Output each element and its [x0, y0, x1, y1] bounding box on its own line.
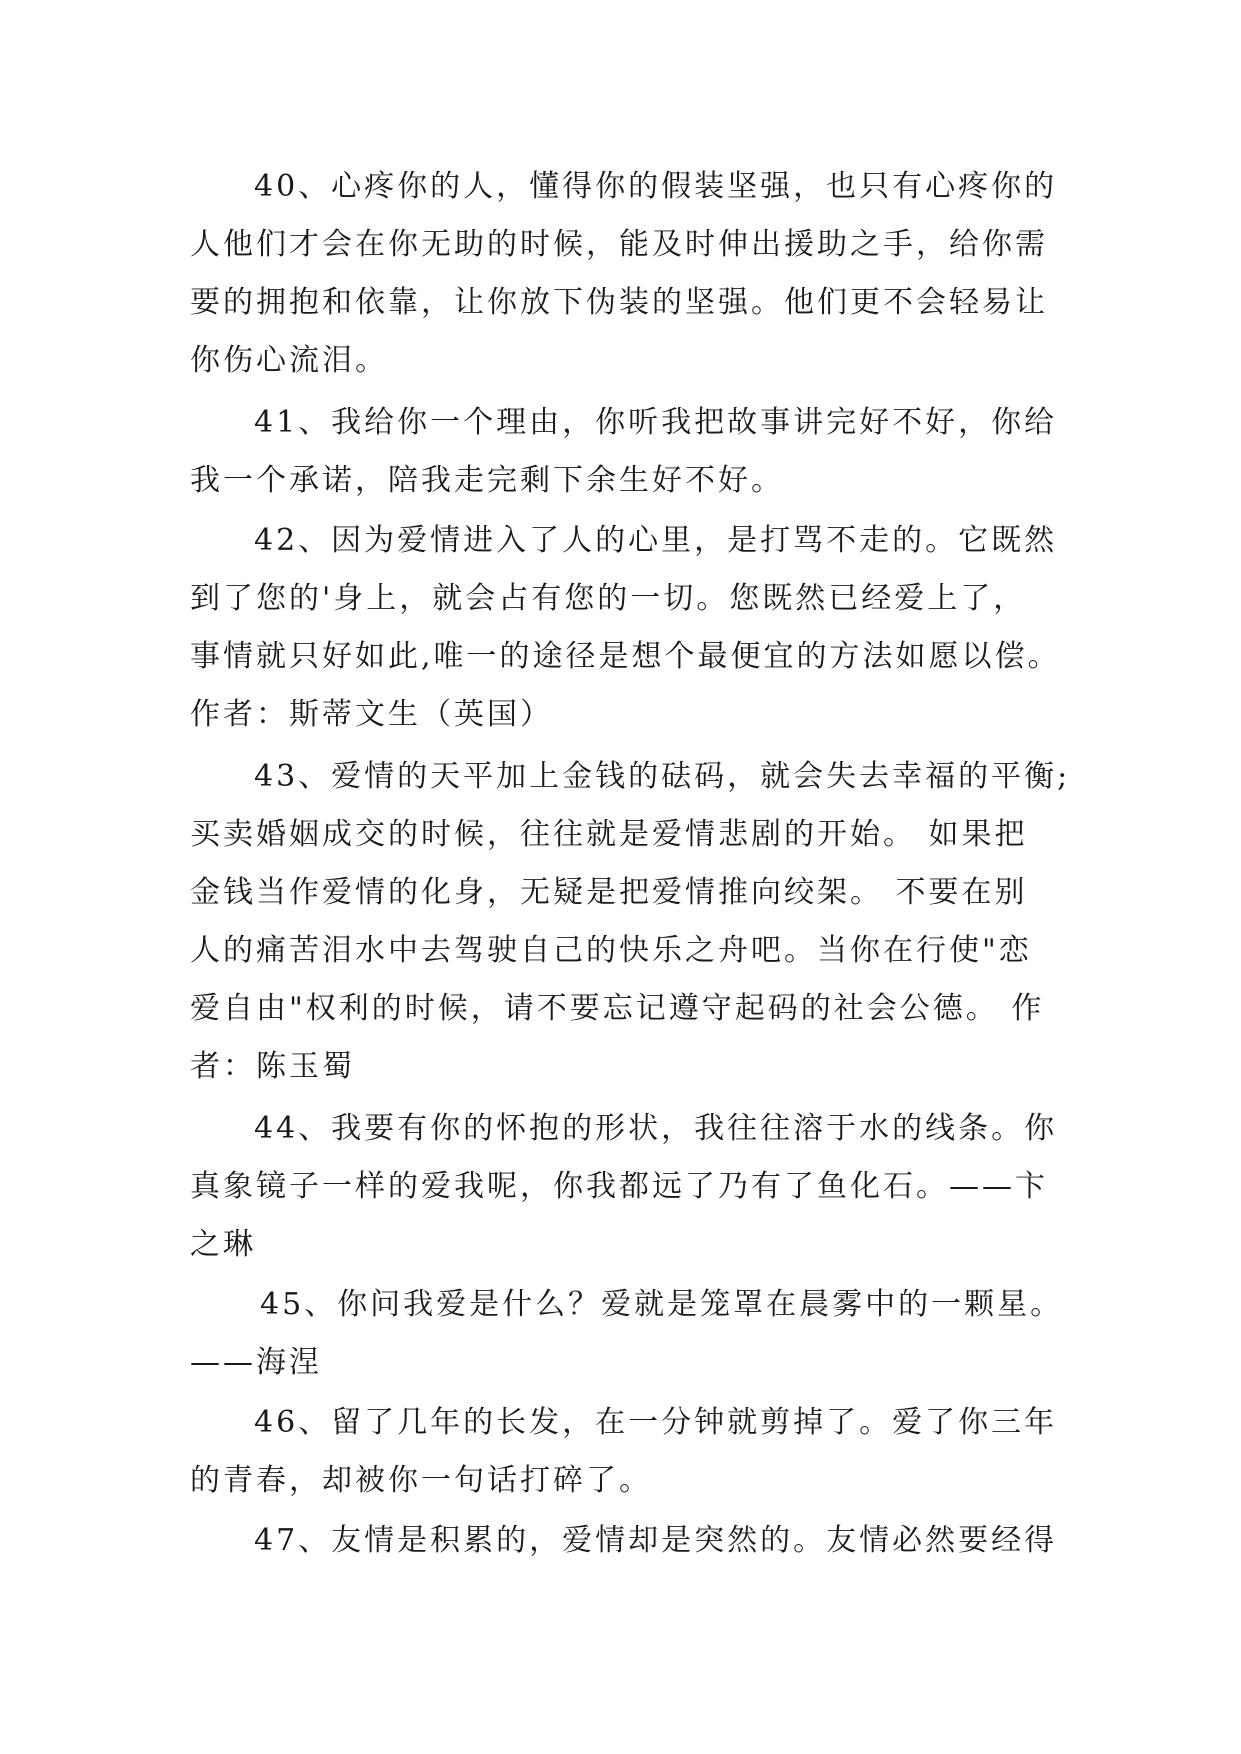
text-line: 事情就只好如此,唯一的途径是想个最便宜的方法如愿以偿。 — [190, 639, 1061, 674]
paragraph-45 — [190, 1276, 1070, 1392]
text-line: 42、因为爱情进入了人的心里，是打骂不走的。它既然 — [254, 523, 1058, 558]
paragraph-40 — [190, 158, 1070, 390]
text-line: 爱自由"权利的时候，请不要忘记遵守起码的社会公德。 作 — [190, 991, 1045, 1026]
text-line: 之琳 — [190, 1227, 256, 1262]
paragraph-46 — [190, 1394, 1070, 1510]
text-line: 40、心疼你的人，懂得你的假装坚强，也只有心疼你的 — [254, 169, 1058, 204]
text-line: 45、你问我爱是什么？爱就是笼罩在晨雾中的一颗星。 — [260, 1287, 1064, 1322]
text-line: 人的痛苦泪水中去驾驶自己的快乐之舟吧。当你在行使"恋 — [190, 933, 1032, 968]
paragraph-44 — [190, 1100, 1070, 1274]
text-line: 的青春，却被你一句话打碎了。 — [190, 1463, 652, 1498]
text-line: 41、我给你一个理由，你听我把故事讲完好不好，你给 — [254, 405, 1058, 440]
text-line: 你伤心流泪。 — [190, 343, 388, 378]
text-line: 44、我要有你的怀抱的形状，我往往溶于水的线条。你 — [254, 1111, 1058, 1146]
text-line: 真象镜子一样的爱我呢，你我都远了乃有了鱼化石。——卞 — [190, 1169, 1048, 1204]
text-line: 46、留了几年的长发，在一分钟就剪掉了。爱了你三年 — [254, 1405, 1058, 1440]
text-line: 到了您的'身上，就会占有您的一切。您既然已经爱上了， — [190, 581, 1027, 616]
paragraph-47 — [190, 1512, 1070, 1570]
text-line: 要的拥抱和依靠，让你放下伪装的坚强。他们更不会轻易让 — [190, 285, 1048, 320]
text-line: 者：陈玉蜀 — [190, 1049, 355, 1084]
text-line: 47、友情是积累的，爱情却是突然的。友情必然要经得 — [254, 1523, 1058, 1558]
text-line: 人他们才会在你无助的时候，能及时伸出援助之手，给你需 — [190, 227, 1048, 262]
text-line: ——海涅 — [190, 1345, 322, 1380]
text-line: 买卖婚姻成交的时候，往往就是爱情悲剧的开始。 如果把 — [190, 817, 1028, 852]
text-line: 43、爱情的天平加上金钱的砝码，就会失去幸福的平衡; — [254, 759, 1071, 794]
paragraph-41 — [190, 394, 1070, 510]
text-line: 作者：斯蒂文生（英国） — [190, 697, 553, 732]
text-line: 我一个承诺，陪我走完剩下余生好不好。 — [190, 463, 784, 498]
paragraph-42 — [190, 512, 1070, 744]
text-line: 金钱当作爱情的化身，无疑是把爱情推向绞架。 不要在别 — [190, 875, 1028, 910]
paragraph-43 — [190, 748, 1070, 1096]
